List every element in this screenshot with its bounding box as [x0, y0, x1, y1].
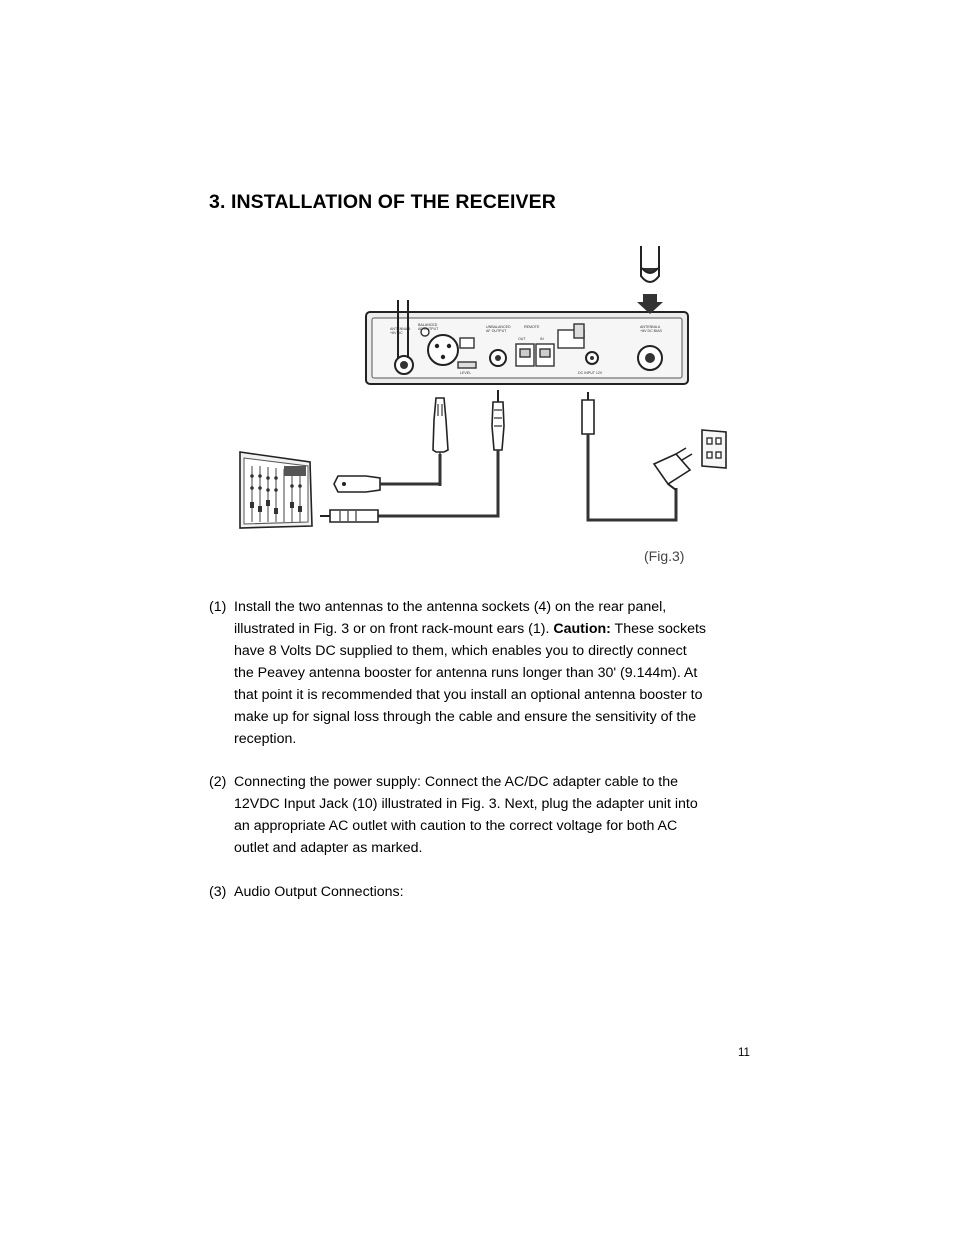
text-part: These sockets have 8 Volts DC supplied to them, which enables you to directly connect the Peavey antenna booster for antenna runs longer than 30' (9.144m). At that point it is recommended that you install an optional antenna booster to make up for signal loss through the cable and ensure the sensitivity of the reception.: [234, 621, 707, 747]
mixer-console: [240, 452, 312, 528]
panel-label-dc-input: DC INPUT 12V: [578, 371, 603, 375]
panel-label-remote: REMOTE: [524, 325, 540, 329]
list-item-text: Connecting the power supply: Connect the AC/DC adapter cable to the 12VDC Input Jack (10) illustrated in Fig. 3. Next, plug the adapter unit into an appropriate AC outlet with caution to the correct voltage for both AC outlet and adapter as marked.: [234, 774, 698, 856]
panel-label-balanced: BALANCED AF OUTPUT: [418, 323, 439, 332]
list-item-number: (3): [209, 884, 227, 900]
text-part: Install the two antennas to the antenna sockets (4) on the rear panel, illustrated in Fig. 3 or on front rack-mount ears (1).: [234, 599, 667, 637]
list-item: [209, 596, 709, 750]
caution-label: Caution:: [553, 621, 611, 637]
receiver-rear-panel: [366, 312, 688, 384]
section-heading: 3. INSTALLATION OF THE RECEIVER: [209, 191, 556, 213]
list-item-text: [234, 596, 709, 750]
dc-power-cable: [582, 392, 676, 520]
receiver-connection-diagram: [230, 240, 730, 570]
panel-label-unbalanced: UNBALANCED AF OUTPUT: [486, 325, 511, 334]
list-item-text: Audio Output Connections:: [234, 884, 404, 900]
list-item-number: (2): [209, 774, 227, 790]
figure-caption: (Fig.3): [644, 548, 685, 564]
xlr-cable: [334, 398, 448, 492]
list-item: [209, 771, 709, 859]
phone-plug-cable: [320, 390, 504, 522]
list-item-number: (1): [209, 599, 227, 615]
panel-label-remote-out: OUT: [518, 337, 526, 341]
panel-label-level: LEVEL: [460, 371, 472, 375]
panel-label-remote-in: IN: [540, 337, 544, 341]
page-number: 11: [738, 1047, 750, 1059]
list-item: [209, 881, 709, 903]
wall-outlet: [702, 430, 726, 468]
panel-label-antenna-a: ANTENNA A +8V DC BIAS: [640, 325, 662, 334]
ac-dc-adapter: [654, 448, 692, 490]
panel-label-antenna-b: ANTENNA B +8V DC: [390, 327, 411, 336]
antenna-a: [637, 246, 663, 314]
